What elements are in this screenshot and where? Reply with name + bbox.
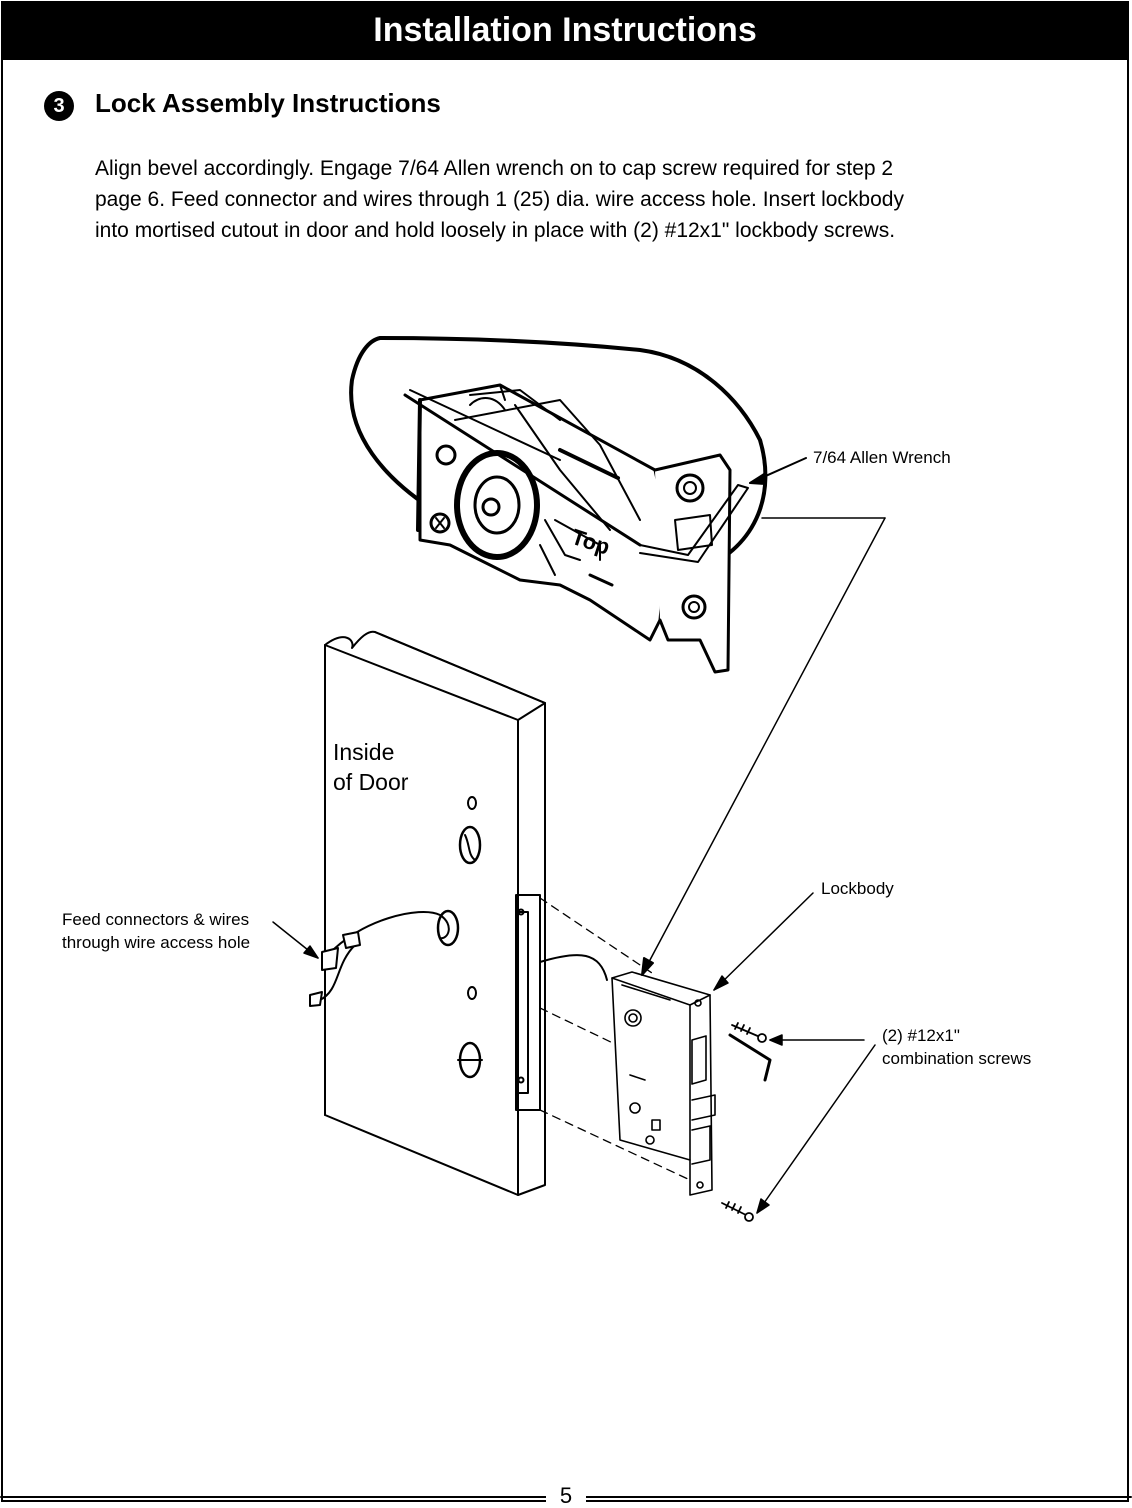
instruction-line-3: into mortised cutout in door and hold loosely in place with (2) #12x1" lockbody screws. (95, 219, 896, 242)
door-side-label (333, 737, 408, 797)
feed-wires-callout-line-2: through wire access hole (62, 933, 251, 952)
screws-callout-line-2: combination screws (882, 1049, 1032, 1068)
lockbody-drawing (612, 972, 715, 1195)
allen-wrench-callout: 7/64 Allen Wrench (813, 448, 951, 467)
instruction-line-1: Align bevel accordingly. Engage 7/64 Allen wrench on to cap screw required for step 2 (95, 157, 894, 180)
page-header: Installation Instructions (1, 1, 1129, 60)
feed-wires-callout (62, 908, 250, 954)
screws-callout-line-1: (2) #12x1" (882, 1026, 960, 1045)
instruction-line-2: page 6. Feed connector and wires through 1 (25) dia. wire access hole. Insert lockbody (95, 188, 904, 211)
lockbody-detail-drawing (418, 385, 730, 672)
section-title: Lock Assembly Instructions (95, 88, 441, 118)
allen-wrench-arrowhead (750, 474, 766, 484)
svg-text:Top: Top (568, 523, 613, 560)
lockbody-callout: Lockbody (821, 879, 894, 898)
door-side-label-line-2: of Door (333, 769, 409, 795)
step-number-badge: 3 (44, 91, 74, 121)
screws-callout (882, 1024, 1031, 1070)
door-side-label-line-1: Inside (333, 739, 395, 765)
feed-wires-callout-line-1: Feed connectors & wires (62, 910, 250, 929)
page-number: 5 (546, 1484, 586, 1508)
